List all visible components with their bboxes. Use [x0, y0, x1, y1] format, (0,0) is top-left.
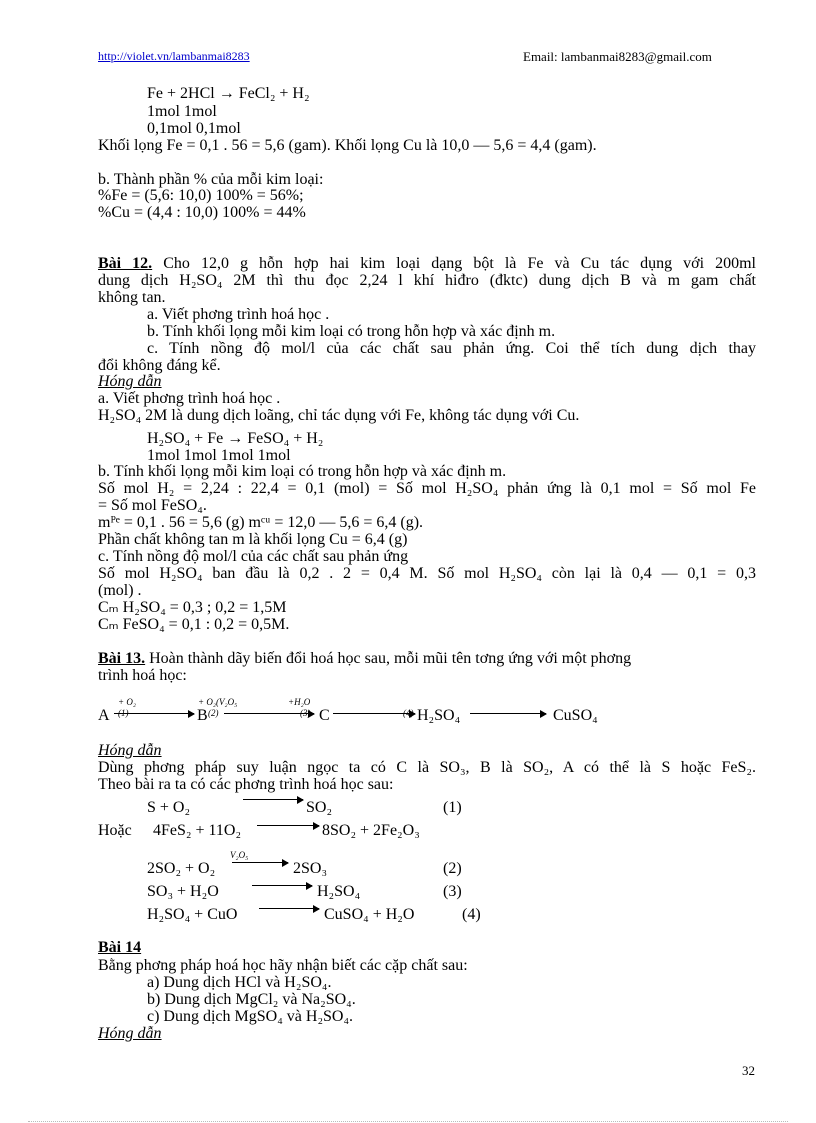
eq1b-prefix: Hoặc [98, 822, 132, 839]
exercise-12-part-b: b. Tính khối lọng mỗi kim loại có trong hỗn hợp và xác định m. [147, 323, 556, 340]
guide-12-line-5: Phần chất không tan m là khối lọng Cu = 6,4 (g) [98, 531, 408, 548]
eq3-right: H₂SO₄ [317, 883, 361, 900]
header-email: Email: lambanmai8283@gmail.com [523, 49, 712, 64]
exercise-12-line-1 [98, 255, 756, 273]
arrow-1-label: + O₂ [118, 697, 136, 707]
chain-b: B [197, 707, 208, 724]
eq1-right: SO₂ [306, 799, 333, 816]
guide-13-line-2: Theo bài ra ta có các phơng trình hoá học sau: [98, 776, 394, 793]
eq1-number: (1) [443, 799, 462, 816]
guide-12-line-3: = Số mol FeSO₄. [98, 497, 207, 514]
mol-line-1: 1mol 1mol [147, 103, 217, 120]
arrow-3-label: +H₂O [288, 697, 311, 707]
exercise-12-part-c-2: đổi không đáng kể. [98, 357, 221, 374]
exercise-13-line-1 [98, 650, 631, 668]
exercise-12-title: Bài 12. [98, 255, 153, 272]
eq1b-right: 8SO₂ + 2Fe₂O₃ [322, 822, 420, 839]
guide-12-mol: 1mol 1mol 1mol 1mol [147, 447, 291, 464]
chain-c: C [319, 707, 330, 724]
exercise-12-line-2: dung dịch H₂SO₄ 2M thì thu đọc 2,24 l khí hiđro (đktc) dung dịch B và m gam chất [98, 272, 756, 289]
arrow-1 [114, 713, 194, 714]
exercise-12-text-1: Cho 12,0 g hỗn hợp hai kim loại dạng bột là Fe và Cu tác dụng với 200ml [152, 255, 756, 272]
eq2-catalyst: V₂O₅ [230, 850, 249, 860]
arrow-4 [470, 713, 546, 714]
eq1-arrow [243, 799, 303, 800]
exercise-12-line-3: không tan. [98, 289, 166, 306]
eq2-arrow [232, 862, 288, 863]
footer-divider [28, 1121, 788, 1122]
percent-fe: %Fe = (5,6: 10,0) 100% = 56%; [98, 187, 304, 204]
eq4-arrow [259, 908, 319, 909]
percent-cu: %Cu = (4,4 : 10,0) 100% = 44% [98, 204, 306, 221]
eq4-number: (4) [462, 906, 481, 923]
exercise-14-title: Bài 14 [98, 939, 142, 956]
eq3-number: (3) [443, 883, 462, 900]
guide-heading-12: Hóng dẫn [98, 373, 162, 390]
guide-12-line-4: mᴾᵉ = 0,1 . 56 = 5,6 (g) mᶜᵘ = 12,0 — 5,6 = 6,4 (g). [98, 514, 424, 531]
exercise-14-part-c: c) Dung dịch MgSO₄ và H₂SO₄. [147, 1008, 354, 1025]
guide-12-line-9: Cₘ FeSO₄ = 0,1 : 0,2 = 0,5M. [98, 616, 290, 633]
exercise-14-line-1: Bằng phơng pháp hoá học hãy nhận biết các cặp chất sau: [98, 957, 468, 974]
chain-a: A [98, 707, 110, 724]
eq2-number: (2) [443, 860, 462, 877]
eq2-right: 2SO₃ [293, 860, 328, 877]
guide-heading-13: Hóng dẫn [98, 742, 162, 759]
mass-line: Khối lọng Fe = 0,1 . 56 = 5,6 (gam). Khối lọng Cu là 10,0 — 5,6 = 4,4 (gam). [98, 137, 597, 154]
guide-heading-14: Hóng dẫn [98, 1025, 162, 1042]
guide-12-equation: H₂SO₄ + Fe → FeSO₄ + H₂ [147, 430, 324, 447]
guide-12-a: a. Viết phơng trình hoá học . [98, 390, 281, 407]
arrow-1-number: (1) [118, 708, 129, 718]
percent-heading: b. Thành phần % của mỗi kim loại: [98, 171, 324, 188]
eq4-left: H₂SO₄ + CuO [147, 906, 238, 923]
guide-12-line-7: (mol) . [98, 582, 142, 599]
guide-13-line-1: Dùng phơng pháp suy luận ngọc ta có C là SO₃, B là SO₂, A có thể là S hoặc FeS₂. [98, 759, 756, 776]
page-number: 32 [742, 1063, 755, 1078]
exercise-13-line-2: trình hoá học: [98, 667, 187, 684]
eq4-right: CuSO₄ + H₂O [324, 906, 415, 923]
guide-12-line-6: Số mol H₂SO₄ ban đầu là 0,2 . 2 = 0,4 M. Số mol H₂SO₄ còn lại là 0,4 — 0,1 = 0,3 [98, 565, 756, 582]
exercise-14-part-b: b) Dung dịch MgCl₂ và Na₂SO₄. [147, 991, 356, 1008]
header-link[interactable]: http://violet.vn/lambanmai8283 [98, 49, 250, 63]
eq3-arrow [252, 885, 312, 886]
exercise-13-title: Bài 13. [98, 650, 146, 667]
eq1b-left: 4FeS₂ + 11O₂ [153, 822, 242, 839]
chain-h2so4: H₂SO₄ [417, 707, 461, 724]
guide-12-line-2: Số mol H₂ = 2,24 : 22,4 = 0,1 (mol) = Số mol H₂SO₄ phản ứng là 0,1 mol = Số mol Fe [98, 480, 756, 497]
arrow-4-number: (4) [403, 708, 414, 718]
exercise-13-text-1: Hoàn thành dãy biến đổi hoá học sau, mỗi mũi tên tơng ứng với một phơng [145, 650, 632, 667]
guide-12-c: c. Tính nồng độ mol/l của các chất sau phản ứng [98, 548, 409, 565]
mol-line-2: 0,1mol 0,1mol [147, 120, 241, 137]
exercise-12-part-a: a. Viết phơng trình hoá học . [147, 306, 330, 323]
guide-12-line-8: Cₘ H₂SO₄ = 0,3 ; 0,2 = 1,5M [98, 599, 287, 616]
eq1-left: S + O₂ [147, 799, 191, 816]
equation-fe-hcl: Fe + 2HCl → FeCl₂ + H₂ [147, 85, 310, 102]
eq3-left: SO₃ + H₂O [147, 883, 219, 900]
arrow-2-number: (2) [208, 708, 219, 718]
guide-12-line-1: H₂SO₄ 2M là dung dịch loãng, chỉ tác dụng với Fe, không tác dụng với Cu. [98, 407, 580, 424]
eq1b-arrow [257, 825, 319, 826]
arrow-2-label: + O₂(V₂O₅ [198, 697, 238, 707]
chain-cuso4: CuSO₄ [553, 707, 598, 724]
guide-12-b: b. Tính khối lọng mỗi kim loại có trong hỗn hợp và xác định m. [98, 463, 507, 480]
eq2-left: 2SO₂ + O₂ [147, 860, 216, 877]
exercise-12-part-c: c. Tính nồng độ mol/l của các chất sau phản ứng. Coi thể tích dung dịch thay [147, 340, 756, 357]
arrow-3-number: (3) [300, 708, 311, 718]
exercise-14-part-a: a) Dung dịch HCl và H₂SO₄. [147, 974, 332, 991]
